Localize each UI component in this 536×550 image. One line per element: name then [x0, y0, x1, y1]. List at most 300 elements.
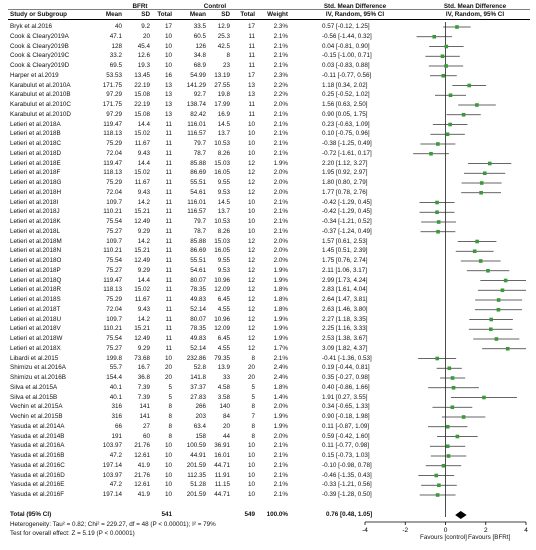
mean-control: 78.35 [190, 286, 206, 294]
weight: 2.1% [273, 32, 288, 40]
effect-marker [482, 396, 486, 400]
total-bfrt: 5 [168, 393, 172, 401]
mean-control: 52.14 [190, 305, 206, 313]
smd-ci: 0.11 [-0.87, 1.09] [322, 422, 370, 430]
total-control: 10 [247, 471, 255, 479]
smd-ci: 2.83 [1.61, 4.04] [322, 286, 368, 294]
effect-marker [467, 84, 471, 88]
sd-bfrt: 21.76 [134, 471, 150, 479]
sd-bfrt: 11.67 [134, 140, 150, 147]
smd-ci: 0.35 [-0.27, 0.98] [322, 374, 370, 381]
weight: 2.1% [273, 481, 288, 489]
mean-control: 44.91 [190, 452, 206, 459]
mean-control: 141.29 [186, 81, 206, 89]
mean-bfrt: 66 [114, 422, 122, 430]
mean-bfrt: 40.1 [109, 393, 122, 401]
study-name: Letieri et al.2018N [10, 247, 62, 255]
mean-bfrt: 128 [111, 42, 122, 50]
weight: 2.0% [273, 237, 288, 245]
study-name: Letieri et al.2018U [10, 315, 62, 323]
effect-marker [479, 259, 483, 263]
total-bfrt: 8 [168, 422, 172, 430]
smd-ci: 0.03 [-0.83, 0.88] [322, 62, 370, 69]
study-name: Letieri et al.2018V [10, 325, 61, 333]
total-control: 11 [248, 110, 255, 118]
mean-bfrt: 103.97 [102, 471, 122, 479]
total-bfrt: 17 [164, 23, 172, 30]
weight: 1.9% [273, 276, 288, 284]
effect-marker [504, 279, 508, 283]
sd-bfrt: 15.21 [134, 208, 150, 216]
weight: 2.1% [273, 110, 288, 118]
mean-bfrt: 109.7 [106, 237, 122, 245]
mean-control: 54.99 [190, 71, 206, 79]
effect-marker [447, 454, 451, 458]
smd-ci: -0.72 [-1.61, 0.17] [322, 149, 372, 157]
mean-control: 82.42 [190, 110, 206, 118]
mean-bfrt: 40.1 [109, 383, 122, 391]
mean-control: 68.9 [193, 62, 206, 69]
total-bfrt: 11 [165, 188, 172, 196]
effect-marker [506, 347, 510, 351]
mean-bfrt: 103.97 [102, 442, 122, 450]
smd-ci: -0.15 [-1.00, 0.71] [322, 52, 372, 60]
sd-control: 25.3 [217, 32, 230, 40]
smd-ci: 2.20 [1.12, 3.27] [322, 159, 368, 167]
mean-bfrt: 47.2 [109, 452, 122, 459]
study-name: Karabulut et al.2010D [10, 110, 71, 118]
mean-control: 55.51 [190, 257, 206, 264]
sd-bfrt: 14.4 [137, 120, 150, 128]
study-name: Letieri et al.2018R [10, 286, 62, 294]
study-name: Vechin et al.2015A [10, 403, 63, 411]
total-bfrt: 13 [164, 110, 172, 118]
mean-control: 63.4 [193, 422, 206, 430]
total-control: 17 [247, 71, 255, 79]
mean-control: 100.59 [186, 442, 206, 450]
sd-bfrt: 15.08 [134, 110, 150, 118]
mean-control: 116.01 [187, 198, 206, 206]
total-bfrt: 8 [168, 403, 172, 411]
header-total2: Total [240, 11, 255, 18]
overall-effect-text: Test for overall effect: Z = 5.19 (P < 0.00001) [10, 530, 135, 537]
sd-control: 13.7 [217, 208, 230, 216]
effect-marker [479, 191, 483, 195]
mean-control: 116.57 [187, 130, 206, 138]
total-bfrt: 10 [164, 42, 172, 50]
sd-bfrt: 22.19 [134, 101, 150, 108]
mean-control: 33.5 [193, 23, 206, 30]
mean-bfrt: 316 [111, 403, 122, 411]
mean-bfrt: 72.04 [106, 188, 122, 196]
study-name: Karabulut et al.2010A [10, 81, 71, 89]
total-control: 12 [247, 305, 255, 313]
total-control: 20 [247, 374, 255, 381]
study-name: Libardi et al.2015 [10, 354, 59, 362]
effect-marker [501, 288, 505, 292]
mean-bfrt: 40 [114, 23, 122, 30]
mean-control: 55.51 [190, 179, 206, 186]
smd-ci: 1.75 [0.76, 2.74] [322, 257, 368, 264]
smd-ci: 1.80 [0.80, 2.79] [322, 179, 368, 186]
mean-control: 54.61 [190, 188, 206, 196]
total-bfrt: 13 [164, 101, 172, 108]
mean-bfrt: 109.7 [106, 315, 122, 323]
total-bfrt: 13 [164, 81, 172, 89]
mean-bfrt: 33.2 [109, 52, 122, 60]
study-name: Letieri et al.2018B [10, 130, 61, 138]
mean-control: 112.35 [187, 471, 206, 479]
study-name: Cook & Cleary2019D [10, 62, 70, 69]
sd-bfrt: 9.43 [137, 305, 150, 313]
effect-marker [497, 308, 501, 312]
mean-bfrt: 119.47 [103, 276, 122, 284]
weight: 1.8% [273, 305, 288, 313]
total-n2: 549 [244, 511, 255, 518]
smd-ci: 1.95 [0.92, 2.97] [322, 169, 368, 177]
sd-control: 42.5 [217, 42, 230, 50]
total-control: 12 [247, 315, 255, 323]
study-name: Letieri et al.2018X [10, 344, 61, 352]
total-control: 11 [248, 42, 255, 50]
total-control: 10 [247, 491, 255, 498]
weight: 1.9% [273, 422, 288, 430]
total-bfrt: 5 [168, 383, 172, 391]
total-control: 12 [247, 169, 255, 177]
total-control: 8 [251, 432, 255, 440]
total-bfrt: 11 [165, 325, 172, 333]
total-bfrt: 11 [165, 208, 172, 216]
header-effect-plot: Std. Mean Difference [443, 3, 507, 10]
mean-control: 141.8 [190, 374, 206, 381]
pooled-diamond [455, 511, 466, 519]
sd-bfrt: 9.29 [137, 227, 150, 235]
mean-bfrt: 119.47 [103, 120, 122, 128]
study-name: Letieri et al.2018M [10, 237, 62, 245]
mean-bfrt: 316 [111, 413, 122, 420]
smd-ci: -0.38 [-1.25, 0.49] [322, 140, 372, 147]
mean-control: 201.59 [186, 461, 206, 469]
study-name: Yasuda et al.2016D [10, 471, 65, 479]
effect-marker [436, 142, 440, 146]
sd-bfrt: 22.19 [134, 81, 150, 89]
study-name: Letieri et al.2018T [10, 305, 61, 313]
smd-ci: 1.77 [0.78, 2.76] [322, 188, 368, 196]
mean-control: 34.8 [193, 52, 206, 60]
total-bfrt: 10 [164, 491, 172, 498]
effect-marker [442, 464, 446, 468]
favours-bfrt-label: Favours [BFRt] [468, 534, 511, 541]
sd-bfrt: 14.2 [137, 315, 150, 323]
total-control: 12 [247, 188, 255, 196]
total-control: 12 [247, 179, 255, 186]
sd-bfrt: 27 [142, 422, 150, 430]
sd-control: 140 [219, 403, 230, 411]
mean-bfrt: 97.29 [106, 91, 122, 99]
header-weight: Weight [267, 11, 288, 18]
sd-bfrt: 141 [139, 403, 150, 411]
mean-bfrt: 75.29 [106, 179, 122, 186]
total-bfrt: 11 [165, 120, 172, 128]
x-tick-label: -4 [362, 527, 368, 534]
sd-control: 12.09 [214, 325, 230, 333]
smd-ci: -0.10 [-0.98, 0.78] [322, 461, 372, 469]
study-name: Yasuda et al.2014A [10, 422, 65, 430]
mean-bfrt: 97.29 [106, 110, 122, 118]
study-name: Shimizu et al.2016B [10, 374, 67, 381]
total-bfrt: 11 [165, 344, 172, 352]
weight: 2.1% [273, 130, 288, 138]
smd-ci: -0.41 [-1.36, 0.53] [322, 354, 372, 362]
total-bfrt: 11 [165, 179, 172, 186]
mean-control: 49.83 [190, 296, 206, 303]
sd-control: 10.96 [214, 315, 230, 323]
sd-control: 16.01 [214, 452, 230, 459]
sd-control: 9.55 [217, 179, 230, 186]
total-control: 7 [251, 413, 255, 420]
sd-control: 4.55 [217, 305, 230, 313]
total-label: Total (95% CI) [10, 511, 52, 518]
total-control: 10 [247, 130, 255, 138]
header-ci-plot: IV, Random, 95% CI [445, 11, 505, 18]
sd-bfrt: 36.8 [137, 374, 150, 381]
sd-bfrt: 15.21 [134, 247, 150, 255]
weight: 2.3% [273, 71, 288, 79]
total-control: 5 [251, 383, 255, 391]
total-bfrt: 8 [168, 413, 172, 420]
smd-ci: 0.59 [-0.42, 1.60] [322, 432, 370, 440]
effect-marker [441, 74, 445, 78]
sd-bfrt: 9.43 [137, 188, 150, 196]
sd-control: 10.96 [214, 276, 230, 284]
study-name: Cook & Cleary2019C [10, 52, 70, 60]
effect-marker [446, 444, 450, 448]
sd-bfrt: 20 [142, 32, 150, 40]
sd-bfrt: 12.6 [137, 52, 150, 60]
mean-bfrt: 75.27 [106, 266, 122, 274]
sd-bfrt: 12.49 [134, 335, 150, 342]
total-control: 10 [247, 481, 255, 489]
total-bfrt: 10 [164, 354, 172, 362]
header-sd2: SD [221, 11, 230, 18]
sd-control: 16.05 [214, 247, 230, 255]
mean-bfrt: 109.7 [106, 198, 122, 206]
smd-ci: 2.63 [1.46, 3.80] [322, 305, 368, 313]
total-control: 10 [247, 227, 255, 235]
mean-bfrt: 110.21 [103, 247, 122, 255]
weight: 2.1% [273, 471, 288, 479]
total-control: 11 [248, 62, 255, 69]
smd-ci: 2.27 [1.18, 3.35] [322, 315, 368, 323]
mean-control: 80.07 [190, 276, 206, 284]
mean-bfrt: 171.75 [102, 81, 122, 89]
sd-bfrt: 16.7 [137, 364, 150, 372]
total-bfrt: 11 [165, 218, 172, 225]
sd-bfrt: 12.61 [134, 452, 150, 459]
weight: 2.2% [273, 91, 288, 99]
weight: 2.0% [273, 403, 288, 411]
study-name: Letieri et al.2018F [10, 169, 61, 177]
smd-ci: 0.25 [-0.52, 1.02] [322, 91, 370, 99]
weight: 2.0% [273, 432, 288, 440]
weight: 1.9% [273, 413, 288, 420]
mean-control: 126 [195, 42, 206, 50]
total-bfrt: 10 [164, 481, 172, 489]
weight: 1.8% [273, 383, 288, 391]
sd-control: 11.91 [214, 471, 230, 479]
sd-bfrt: 45.4 [137, 42, 150, 50]
x-tick-label: 0 [443, 527, 448, 534]
mean-bfrt: 154.4 [106, 374, 122, 381]
weight: 2.1% [273, 140, 288, 147]
mean-control: 79.7 [193, 218, 206, 225]
sd-bfrt: 9.29 [137, 344, 150, 352]
total-control: 10 [247, 208, 255, 216]
smd-ci: 2.99 [1.73, 4.24] [322, 276, 368, 284]
total-weight: 100.0% [266, 511, 288, 518]
effect-marker [435, 201, 439, 205]
total-bfrt: 11 [165, 257, 172, 264]
total-bfrt: 13 [164, 91, 172, 99]
total-bfrt: 20 [164, 364, 172, 372]
weight: 2.1% [273, 62, 288, 69]
total-control: 13 [247, 91, 255, 99]
study-name: Yasuda et al.2016C [10, 461, 65, 469]
sd-bfrt: 11.67 [134, 179, 150, 186]
weight: 2.1% [273, 227, 288, 235]
mean-control: 86.69 [190, 247, 206, 255]
weight: 1.8% [273, 296, 288, 303]
mean-bfrt: 110.21 [103, 208, 122, 216]
total-control: 20 [247, 364, 255, 372]
effect-marker [445, 45, 449, 49]
weight: 2.1% [273, 120, 288, 128]
sd-control: 9.55 [217, 257, 230, 264]
header-mean1: Mean [105, 11, 122, 18]
weight: 1.9% [273, 325, 288, 333]
sd-control: 79.35 [214, 354, 230, 362]
study-name: Letieri et al.2018K [10, 218, 61, 225]
study-name: Letieri et al.2018H [10, 188, 62, 196]
weight: 2.0% [273, 101, 288, 108]
mean-control: 51.28 [190, 481, 206, 489]
mean-control: 232.86 [186, 354, 206, 362]
effect-marker [473, 249, 477, 253]
smd-ci: 2.25 [1.16, 3.33] [322, 325, 368, 333]
total-bfrt: 11 [165, 296, 172, 303]
study-name: Letieri et al.2018P [10, 266, 61, 274]
sd-control: 13.7 [217, 130, 230, 138]
mean-bfrt: 199.8 [106, 354, 122, 362]
sd-control: 4.58 [217, 383, 230, 391]
favours-control-label: Favours [control] [420, 534, 467, 541]
sd-control: 36.91 [214, 442, 230, 450]
effect-marker [489, 318, 493, 322]
total-control: 12 [247, 276, 255, 284]
header-effect: Std. Mean Difference [323, 3, 387, 10]
mean-bfrt: 47.2 [109, 481, 122, 489]
sd-bfrt: 12.49 [134, 257, 150, 264]
total-bfrt: 10 [164, 471, 172, 479]
sd-bfrt: 14.2 [137, 237, 150, 245]
smd-ci: -0.42 [-1.29, 0.45] [322, 208, 372, 216]
header-ci: IV, Random, 95% CI [325, 11, 385, 18]
total-ci: 0.76 [0.48, 1.05] [326, 511, 373, 518]
total-bfrt: 11 [165, 286, 172, 294]
sd-control: 15.03 [214, 237, 230, 245]
sd-control: 12.9 [217, 23, 230, 30]
study-name: Letieri et al.2018G [10, 179, 62, 186]
header-group1: BFRt [132, 3, 148, 10]
weight: 2.0% [273, 169, 288, 177]
study-name: Letieri et al.2018I [10, 198, 59, 206]
sd-bfrt: 73.68 [134, 354, 150, 362]
sd-bfrt: 41.9 [137, 461, 150, 469]
sd-control: 8 [226, 52, 230, 60]
total-bfrt: 10 [164, 32, 172, 40]
sd-bfrt: 15.02 [134, 286, 150, 294]
sd-bfrt: 21.76 [134, 442, 150, 450]
effect-marker [444, 64, 448, 68]
total-control: 10 [247, 198, 255, 206]
mean-control: 54.61 [190, 266, 206, 274]
mean-bfrt: 47.1 [109, 32, 122, 40]
effect-marker [452, 386, 456, 390]
effect-marker [435, 357, 439, 361]
smd-ci: -0.39 [-1.28, 0.50] [322, 491, 372, 498]
mean-bfrt: 110.21 [103, 325, 122, 333]
effect-marker [497, 298, 501, 302]
total-control: 10 [247, 461, 255, 469]
study-name: Letieri et al.2018S [10, 296, 61, 303]
mean-control: 158 [195, 432, 206, 440]
total-control: 12 [247, 266, 255, 274]
sd-control: 12.09 [214, 286, 230, 294]
sd-control: 20 [222, 422, 230, 430]
sd-control: 27.55 [214, 81, 230, 89]
sd-bfrt: 15.02 [134, 130, 150, 138]
mean-bfrt: 118.13 [103, 169, 122, 177]
mean-bfrt: 191 [111, 432, 122, 440]
effect-marker [432, 35, 436, 39]
effect-marker [486, 269, 490, 273]
mean-control: 78.7 [193, 227, 206, 235]
sd-control: 16.9 [217, 110, 230, 118]
mean-control: 80.07 [190, 315, 206, 323]
weight: 2.3% [273, 23, 288, 30]
study-name: Letieri et al.2018C [10, 140, 62, 147]
effect-marker [448, 123, 452, 127]
study-name: Karabulut et al.2010B [10, 91, 71, 99]
mean-bfrt: 53.53 [106, 71, 122, 79]
total-bfrt: 11 [165, 227, 172, 235]
sd-bfrt: 7.39 [137, 383, 150, 391]
mean-control: 116.57 [187, 208, 206, 216]
smd-ci: -0.11 [-0.77, 0.56] [322, 71, 372, 79]
sd-bfrt: 9.2 [141, 23, 150, 30]
study-name: Letieri et al.2018E [10, 159, 61, 167]
sd-bfrt: 11.67 [134, 296, 150, 303]
total-control: 12 [247, 247, 255, 255]
smd-ci: 0.90 [-0.18, 1.98] [322, 413, 370, 420]
study-name: Yasuda et al.2016F [10, 491, 65, 498]
mean-bfrt: 119.47 [103, 159, 122, 167]
mean-control: 86.69 [190, 169, 206, 177]
weight: 2.1% [273, 42, 288, 50]
mean-control: 203 [195, 413, 206, 420]
total-control: 8 [251, 354, 255, 362]
study-name: Yasuda et al.2016B [10, 452, 65, 459]
